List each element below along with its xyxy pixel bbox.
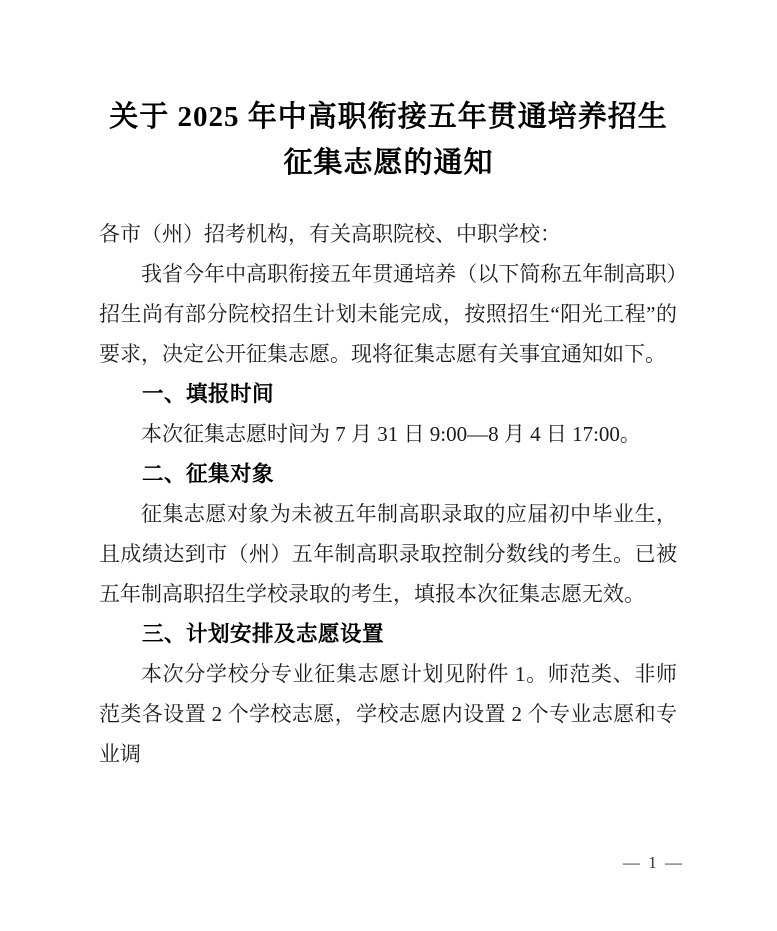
document-title-line-1: 关于 2025 年中高职衔接五年贯通培养招生 <box>109 101 668 133</box>
paragraph-target: 征集志愿对象为未被五年制高职录取的应届初中毕业生，且成绩达到市（州）五年制高职录取控制分数线的考生。已被五年制高职招生学校录取的考生，填报本次征集志愿无效。 <box>99 502 677 606</box>
paragraph-intro: 我省今年中高职衔接五年贯通培养（以下简称五年制高职）招生尚有部分院校招生计划未能完成，按照招生“阳光工程”的要求，决定公开征集志愿。现将征集志愿有关事宜通知如下。 <box>99 262 677 366</box>
section-heading-1: 一、填报时间 <box>142 382 275 406</box>
section-heading-2: 二、征集对象 <box>142 462 275 486</box>
section-heading-3: 三、计划安排及志愿设置 <box>142 622 385 646</box>
document-title-line-2: 征集志愿的通知 <box>283 147 494 179</box>
paragraph-plan: 本次分学校分专业征集志愿计划见附件 1。师范类、非师范类各设置 2 个学校志愿，学校志愿内设置 2 个专业志愿和专业调 <box>99 662 677 766</box>
paragraph-time: 本次征集志愿时间为 7 月 31 日 9:00—8 月 4 日 17:00。 <box>141 422 641 446</box>
document-title <box>0 94 777 186</box>
salutation-line: 各市（州）招考机构，有关高职院校、中职学校： <box>99 222 561 246</box>
document-body <box>99 214 677 774</box>
page-number: — 1 — <box>623 853 684 872</box>
